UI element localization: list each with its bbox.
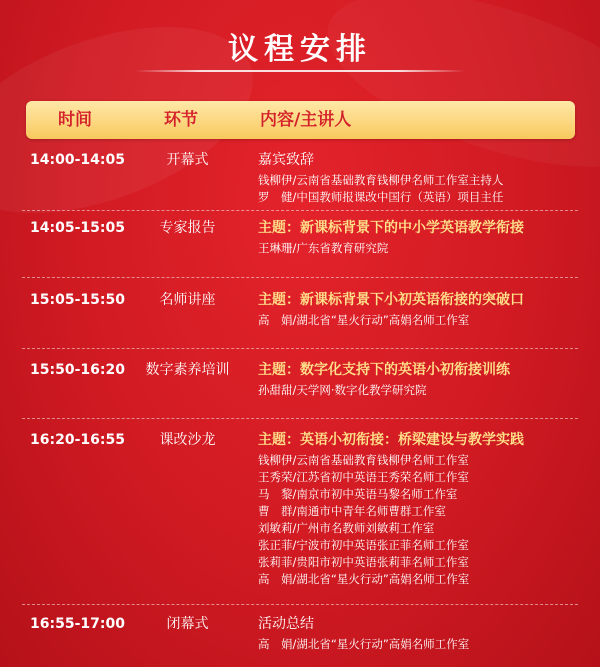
agenda-time: 15:05-15:50: [30, 292, 125, 308]
row-divider: [22, 348, 578, 350]
agenda-content: [258, 431, 593, 588]
speaker-line: 王琳珊/广东省教育研究院: [258, 241, 389, 255]
speaker-line: 张莉菲/贵阳市初中英语张莉菲名师工作室: [258, 555, 469, 569]
agenda-time: 15:50-16:20: [30, 362, 125, 378]
agenda-heading: 活动总结: [258, 616, 314, 632]
agenda-time: 16:55-17:00: [30, 616, 125, 632]
agenda-content: [258, 615, 593, 653]
speaker-line: 张正菲/宁波市初中英语张正菲名师工作室: [258, 538, 469, 552]
agenda-content: [258, 219, 593, 257]
agenda-segment: 名师讲座: [159, 292, 216, 308]
agenda-content: [258, 361, 593, 399]
agenda-content: [258, 151, 593, 206]
speaker-line: 钱柳伊/云南省基础教育钱柳伊名师工作室主持人: [258, 173, 504, 187]
agenda-segment: 开幕式: [166, 152, 209, 168]
speaker-line: 高 娟/湖北省“星火行动”高娟名师工作室: [258, 313, 470, 327]
speaker-line: 马 黎/南京市初中英语马黎名师工作室: [258, 487, 458, 501]
speaker-line: 高 娟/湖北省“星火行动”高娟名师工作室: [258, 637, 470, 651]
table-header: [26, 101, 575, 139]
row-divider: [22, 277, 578, 279]
speaker-line: 钱柳伊/云南省基础教育钱柳伊名师工作室: [258, 453, 469, 467]
agenda-segment: 课改沙龙: [159, 432, 216, 448]
speaker-line: 刘敏莉/广州市名教师刘敏莉工作室: [258, 521, 435, 535]
agenda-heading: 嘉宾致辞: [258, 152, 314, 168]
speaker-line: 高 娟/湖北省“星火行动”高娟名师工作室: [258, 572, 470, 586]
agenda-segment: 闭幕式: [166, 616, 209, 632]
header-segment: 环节: [164, 110, 198, 130]
row-divider: [22, 210, 578, 212]
page-title: 议程安排: [228, 32, 372, 67]
agenda-time: 16:20-16:55: [30, 432, 125, 448]
row-divider: [22, 604, 578, 606]
agenda-theme: 主题：英语小初衔接：桥梁建设与教学实践: [258, 432, 524, 448]
speaker-line: 王秀荣/江苏省初中英语王秀荣名师工作室: [258, 470, 469, 484]
speaker-line: 曹 群/南通市中青年名师曹群工作室: [258, 504, 446, 518]
row-divider: [22, 418, 578, 420]
agenda-content: [258, 291, 593, 329]
header-content: 内容/主讲人: [260, 110, 352, 130]
agenda-segment: 数字素养培训: [145, 362, 230, 378]
agenda-theme: 主题：新课标背景下小初英语衔接的突破口: [258, 292, 524, 308]
speaker-line: 罗 健/中国教师报课改中国行（英语）项目主任: [258, 190, 504, 204]
agenda-segment: 专家报告: [159, 220, 216, 236]
title-underline: [135, 70, 465, 72]
title-area: [0, 30, 600, 70]
agenda-theme: 主题：新课标背景下的中小学英语教学衔接: [258, 220, 524, 236]
header-time: 时间: [58, 110, 92, 130]
agenda-time: 14:05-15:05: [30, 220, 125, 236]
speaker-line: 孙甜甜/天学网·数字化教学研究院: [258, 383, 427, 397]
agenda-theme: 主题：数字化支持下的英语小初衔接训练: [258, 362, 510, 378]
agenda-time: 14:00-14:05: [30, 152, 125, 168]
